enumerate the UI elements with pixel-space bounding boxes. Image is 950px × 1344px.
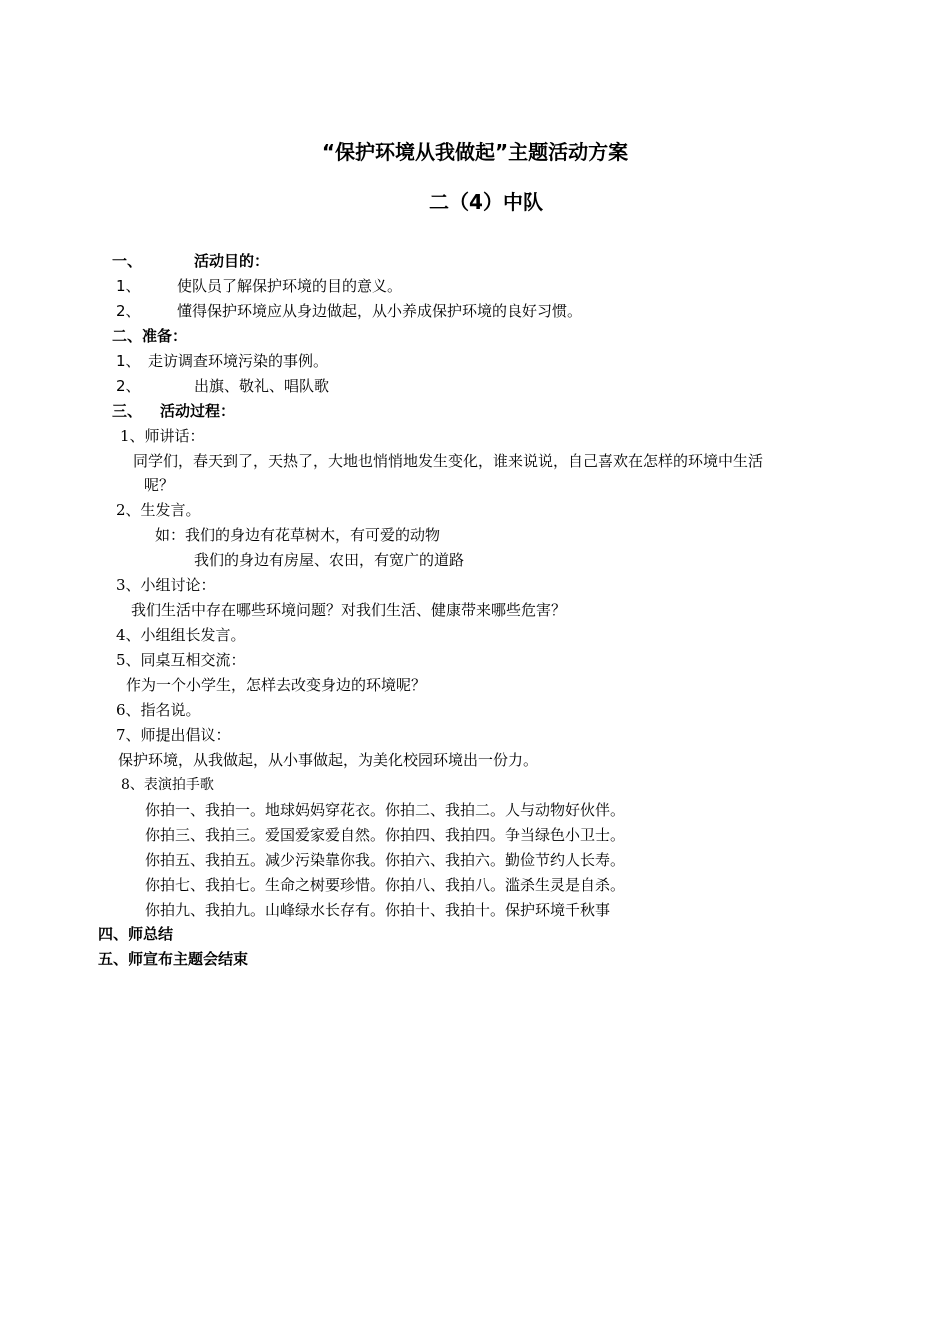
song-line-5: 你拍九、我拍九。山峰绿水长存有。你拍十、我拍十。保护环境千秋事: [145, 901, 611, 919]
step1-label: 1、师讲话：: [120, 427, 205, 445]
section3-heading: 活动过程：: [160, 402, 236, 420]
step5-label: 5、同桌互相交流：: [116, 651, 246, 669]
song-line-3: 你拍五、我拍五。减少污染靠你我。你拍六、我拍六。勤俭节约人长寿。: [145, 851, 626, 869]
song-line-2: 你拍三、我拍三。爱国爱家爱自然。你拍四、我拍四。争当绿色小卫士。: [145, 826, 626, 844]
section1-heading: 活动目的：: [194, 252, 270, 270]
section1-number: 一、: [112, 252, 143, 270]
step8-label: 8、表演拍手歌: [121, 777, 214, 793]
section1-item1-number: 1、: [116, 277, 141, 295]
step3-label: 3、小组讨论：: [116, 576, 216, 594]
song-line-4: 你拍七、我拍七。生命之树要珍惜。你拍八、我拍八。滥杀生灵是自杀。: [145, 876, 626, 894]
section4-heading: 四、师总结: [98, 925, 174, 943]
section3-number: 三、: [112, 402, 143, 420]
step7-label: 7、师提出倡议：: [116, 726, 231, 744]
step5-text: 作为一个小学生，怎样去改变身边的环境呢？: [126, 676, 427, 694]
step1-text-line2: 呢？: [144, 476, 175, 494]
section2-item1-number: 1、: [116, 352, 141, 370]
section5-heading: 五、师宣布主题会结束: [98, 950, 249, 968]
step4-label: 4、小组组长发言。: [116, 626, 246, 644]
step2-label: 2、生发言。: [116, 501, 201, 519]
step6-label: 6、指名说。: [116, 701, 201, 719]
section2-item1-text: 走访调查环境污染的事例。: [148, 352, 329, 370]
step2-line2: 我们的身边有房屋、农田，有宽广的道路: [194, 551, 465, 569]
step2-line1: 如：我们的身边有花草树木，有可爱的动物: [155, 526, 441, 544]
section2-item2-number: 2、: [116, 377, 141, 395]
section2-item2-text: 出旗、敬礼、唱队歌: [194, 377, 330, 395]
document-title: “保护环境从我做起”主题活动方案: [321, 140, 629, 164]
song-line-1: 你拍一、我拍一。地球妈妈穿花衣。你拍二、我拍二。人与动物好伙伴。: [145, 801, 626, 819]
step3-text: 我们生活中存在哪些环境问题？对我们生活、健康带来哪些危害？: [131, 601, 567, 619]
section1-item1-text: 使队员了解保护环境的目的意义。: [177, 277, 403, 295]
document-subtitle: 二（4）中队: [429, 190, 543, 214]
step7-text: 保护环境，从我做起，从小事做起，为美化校园环境出一份力。: [118, 751, 539, 769]
section1-item2-number: 2、: [116, 302, 141, 320]
section1-item2-text: 懂得保护环境应从身边做起，从小养成保护环境的良好习惯。: [177, 302, 583, 320]
step1-text-line1: 同学们，春天到了，天热了，大地也悄悄地发生变化，谁来说说，自己喜欢在怎样的环境中生活: [133, 452, 764, 470]
section2-heading: 二、准备：: [112, 327, 188, 345]
